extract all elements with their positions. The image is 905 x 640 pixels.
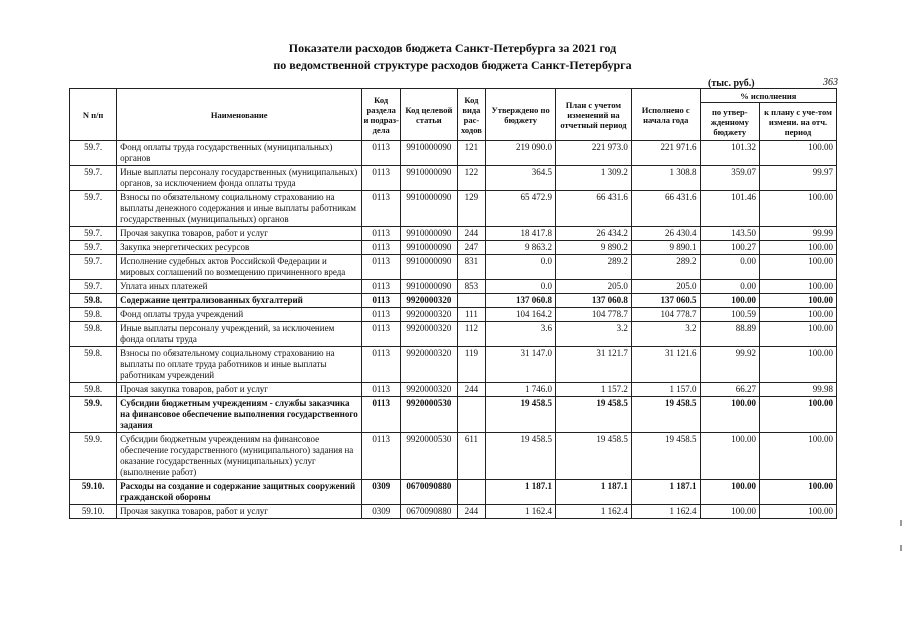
cell-type: 247	[457, 241, 486, 255]
cell-approved: 364.5	[486, 166, 556, 191]
cell-type	[457, 397, 486, 433]
cell-type: 244	[457, 227, 486, 241]
cell-type: 853	[457, 280, 486, 294]
cell-pct-plan: 100.00	[760, 505, 837, 519]
col-header-section: Код раздела и подраз-дела	[362, 89, 401, 141]
cell-plan: 3.2	[555, 322, 631, 347]
cell-name: Фонд оплаты труда учреждений	[117, 308, 362, 322]
cell-type: 831	[457, 255, 486, 280]
cell-approved: 137 060.8	[486, 294, 556, 308]
cell-target: 9910000090	[401, 227, 457, 241]
scan-mark	[900, 520, 902, 526]
cell-executed: 104 778.7	[631, 308, 700, 322]
table-row	[70, 241, 837, 255]
table-row	[70, 505, 837, 519]
cell-target: 9920000320	[401, 347, 457, 383]
table-row	[70, 166, 837, 191]
cell-executed: 1 187.1	[631, 480, 700, 505]
cell-section: 0113	[362, 141, 401, 166]
table-row	[70, 347, 837, 383]
cell-plan: 9 890.2	[555, 241, 631, 255]
cell-plan: 1 309.2	[555, 166, 631, 191]
cell-plan: 205.0	[555, 280, 631, 294]
cell-type: 244	[457, 505, 486, 519]
table-row	[70, 308, 837, 322]
cell-target: 9910000090	[401, 141, 457, 166]
cell-pct-approved: 143.50	[700, 227, 759, 241]
cell-executed: 1 157.0	[631, 383, 700, 397]
cell-target: 9910000090	[401, 166, 457, 191]
cell-plan: 221 973.0	[555, 141, 631, 166]
cell-num: 59.7.	[70, 191, 117, 227]
cell-executed: 9 890.1	[631, 241, 700, 255]
table-row	[70, 322, 837, 347]
cell-approved: 1 162.4	[486, 505, 556, 519]
table-row	[70, 191, 837, 227]
cell-pct-plan: 100.00	[760, 308, 837, 322]
cell-name: Иные выплаты персоналу учреждений, за исключением фонда оплаты труда	[117, 322, 362, 347]
cell-executed: 19 458.5	[631, 397, 700, 433]
col-header-pct-plan: к плану с уче-том измени. на отч. период	[760, 103, 837, 141]
cell-approved: 0.0	[486, 255, 556, 280]
cell-num: 59.7.	[70, 227, 117, 241]
cell-approved: 19 458.5	[486, 433, 556, 480]
cell-target: 9920000530	[401, 433, 457, 480]
cell-num: 59.7.	[70, 280, 117, 294]
cell-pct-approved: 88.89	[700, 322, 759, 347]
cell-pct-approved: 100.00	[700, 294, 759, 308]
cell-section: 0113	[362, 191, 401, 227]
cell-target: 0670090880	[401, 480, 457, 505]
cell-executed: 19 458.5	[631, 433, 700, 480]
cell-pct-plan: 100.00	[760, 141, 837, 166]
cell-approved: 0.0	[486, 280, 556, 294]
cell-pct-approved: 0.00	[700, 255, 759, 280]
cell-num: 59.7.	[70, 241, 117, 255]
cell-plan: 1 187.1	[555, 480, 631, 505]
cell-type: 244	[457, 383, 486, 397]
col-header-num: N п/п	[70, 89, 117, 141]
cell-pct-plan: 100.00	[760, 322, 837, 347]
cell-num: 59.10.	[70, 480, 117, 505]
cell-approved: 19 458.5	[486, 397, 556, 433]
cell-pct-approved: 100.00	[700, 397, 759, 433]
cell-name: Исполнение судебных актов Российской Федерации и мировых соглашений по возмещению причиненного вреда	[117, 255, 362, 280]
cell-pct-plan: 99.98	[760, 383, 837, 397]
cell-section: 0309	[362, 480, 401, 505]
cell-num: 59.8.	[70, 308, 117, 322]
cell-executed: 1 162.4	[631, 505, 700, 519]
cell-num: 59.7.	[70, 166, 117, 191]
cell-pct-plan: 100.00	[760, 397, 837, 433]
cell-section: 0113	[362, 227, 401, 241]
cell-type: 122	[457, 166, 486, 191]
cell-section: 0113	[362, 280, 401, 294]
cell-plan: 19 458.5	[555, 397, 631, 433]
cell-approved: 1 187.1	[486, 480, 556, 505]
cell-plan: 137 060.8	[555, 294, 631, 308]
cell-name: Прочая закупка товаров, работ и услуг	[117, 505, 362, 519]
table-row-total	[70, 480, 837, 505]
cell-pct-approved: 99.92	[700, 347, 759, 383]
cell-approved: 65 472.9	[486, 191, 556, 227]
cell-pct-approved: 101.46	[700, 191, 759, 227]
cell-name: Прочая закупка товаров, работ и услуг	[117, 227, 362, 241]
cell-target: 9910000090	[401, 241, 457, 255]
cell-type: 111	[457, 308, 486, 322]
cell-plan: 26 434.2	[555, 227, 631, 241]
cell-executed: 221 971.6	[631, 141, 700, 166]
cell-pct-plan: 100.00	[760, 294, 837, 308]
cell-num: 59.8.	[70, 322, 117, 347]
cell-target: 0670090880	[401, 505, 457, 519]
cell-target: 9920000320	[401, 308, 457, 322]
cell-num: 59.9.	[70, 433, 117, 480]
cell-name: Фонд оплаты труда государственных (муниципальных) органов	[117, 141, 362, 166]
cell-pct-plan: 100.00	[760, 241, 837, 255]
cell-section: 0113	[362, 241, 401, 255]
cell-section: 0113	[362, 433, 401, 480]
cell-section: 0113	[362, 294, 401, 308]
table-row	[70, 383, 837, 397]
cell-section: 0309	[362, 505, 401, 519]
cell-type: 129	[457, 191, 486, 227]
cell-num: 59.7.	[70, 141, 117, 166]
cell-type: 121	[457, 141, 486, 166]
cell-target: 9910000090	[401, 191, 457, 227]
col-header-type: Код вида рас-ходов	[457, 89, 486, 141]
col-header-plan: План с учетом изменений на отчетный период	[555, 89, 631, 141]
cell-pct-plan: 100.00	[760, 347, 837, 383]
cell-target: 9920000320	[401, 383, 457, 397]
col-header-name: Наименование	[117, 89, 362, 141]
cell-name: Взносы по обязательному социальному страхованию на выплаты денежного содержания и иные выплаты работникам государственных (муниципальных) органов	[117, 191, 362, 227]
cell-approved: 3.6	[486, 322, 556, 347]
cell-section: 0113	[362, 166, 401, 191]
cell-name: Расходы на создание и содержание защитных сооружений гражданской обороны	[117, 480, 362, 505]
cell-num: 59.8.	[70, 383, 117, 397]
table-row	[70, 255, 837, 280]
cell-name: Субсидии бюджетным учреждениям - службы заказчика на финансовое обеспечение выполнения государственного задания	[117, 397, 362, 433]
cell-section: 0113	[362, 255, 401, 280]
cell-pct-approved: 100.59	[700, 308, 759, 322]
cell-section: 0113	[362, 347, 401, 383]
budget-table	[69, 88, 837, 519]
cell-name: Взносы по обязательному социальному страхованию на выплаты по оплате труда работников и иные выплаты работникам учреждений	[117, 347, 362, 383]
cell-target: 9910000090	[401, 280, 457, 294]
cell-target: 9920000320	[401, 322, 457, 347]
scan-mark	[900, 545, 902, 551]
report-subtitle: по ведомственной структуре расходов бюджета Санкт-Петербурга	[273, 58, 632, 72]
cell-approved: 219 090.0	[486, 141, 556, 166]
cell-plan: 1 157.2	[555, 383, 631, 397]
col-header-percent-group: % исполнения	[700, 89, 836, 103]
cell-approved: 18 417.8	[486, 227, 556, 241]
cell-pct-plan: 100.00	[760, 480, 837, 505]
cell-pct-approved: 100.00	[700, 505, 759, 519]
cell-num: 59.7.	[70, 255, 117, 280]
cell-pct-approved: 66.27	[700, 383, 759, 397]
cell-pct-plan: 100.00	[760, 191, 837, 227]
table-row	[70, 433, 837, 480]
table-row	[70, 141, 837, 166]
cell-section: 0113	[362, 397, 401, 433]
cell-approved: 31 147.0	[486, 347, 556, 383]
cell-name: Уплата иных платежей	[117, 280, 362, 294]
col-header-pct-approved: по утвер-жденному бюджету	[700, 103, 759, 141]
cell-plan: 66 431.6	[555, 191, 631, 227]
table-row	[70, 227, 837, 241]
cell-num: 59.9.	[70, 397, 117, 433]
col-header-approved: Утверждено по бюджету	[486, 89, 556, 141]
cell-num: 59.8.	[70, 347, 117, 383]
cell-plan: 1 162.4	[555, 505, 631, 519]
cell-approved: 9 863.2	[486, 241, 556, 255]
cell-pct-plan: 99.99	[760, 227, 837, 241]
cell-executed: 289.2	[631, 255, 700, 280]
cell-pct-approved: 100.27	[700, 241, 759, 255]
page-number: 363	[823, 77, 838, 88]
cell-section: 0113	[362, 383, 401, 397]
report-title: Показатели расходов бюджета Санкт-Петербурга за 2021 год	[288, 41, 617, 55]
cell-executed: 205.0	[631, 280, 700, 294]
cell-approved: 104 164.2	[486, 308, 556, 322]
col-header-target: Код целевой статьи	[401, 89, 457, 141]
cell-pct-plan: 99.97	[760, 166, 837, 191]
cell-section: 0113	[362, 308, 401, 322]
cell-target: 9910000090	[401, 255, 457, 280]
units-label: (тыс. руб.)	[708, 78, 755, 89]
cell-plan: 31 121.7	[555, 347, 631, 383]
cell-pct-plan: 100.00	[760, 280, 837, 294]
cell-plan: 289.2	[555, 255, 631, 280]
cell-pct-approved: 0.00	[700, 280, 759, 294]
table-row-total	[70, 294, 837, 308]
cell-pct-approved: 100.00	[700, 433, 759, 480]
cell-name: Содержание централизованных бухгалтерий	[117, 294, 362, 308]
cell-pct-approved: 101.32	[700, 141, 759, 166]
cell-executed: 66 431.6	[631, 191, 700, 227]
cell-type: 119	[457, 347, 486, 383]
table-row-total	[70, 397, 837, 433]
cell-executed: 1 308.8	[631, 166, 700, 191]
cell-name: Субсидии бюджетным учреждениям на финансовое обеспечение государственного (муниципального) задания на оказание государственных (муниципальных) услуг (выполнение работ)	[117, 433, 362, 480]
cell-executed: 3.2	[631, 322, 700, 347]
cell-name: Прочая закупка товаров, работ и услуг	[117, 383, 362, 397]
cell-name: Закупка энергетических ресурсов	[117, 241, 362, 255]
cell-type	[457, 294, 486, 308]
cell-plan: 104 778.7	[555, 308, 631, 322]
cell-pct-approved: 359.07	[700, 166, 759, 191]
cell-section: 0113	[362, 322, 401, 347]
table-row	[70, 280, 837, 294]
cell-approved: 1 746.0	[486, 383, 556, 397]
cell-target: 9920000530	[401, 397, 457, 433]
table-body	[70, 141, 837, 519]
cell-num: 59.10.	[70, 505, 117, 519]
cell-executed: 137 060.5	[631, 294, 700, 308]
cell-pct-plan: 100.00	[760, 433, 837, 480]
cell-type	[457, 480, 486, 505]
cell-pct-plan: 100.00	[760, 255, 837, 280]
cell-num: 59.8.	[70, 294, 117, 308]
cell-executed: 31 121.6	[631, 347, 700, 383]
cell-plan: 19 458.5	[555, 433, 631, 480]
cell-type: 611	[457, 433, 486, 480]
cell-name: Иные выплаты персоналу государственных (муниципальных) органов, за исключением фонда оплаты труда	[117, 166, 362, 191]
cell-executed: 26 430.4	[631, 227, 700, 241]
cell-type: 112	[457, 322, 486, 347]
cell-target: 9920000320	[401, 294, 457, 308]
cell-pct-approved: 100.00	[700, 480, 759, 505]
col-header-executed: Исполнено с начала года	[631, 89, 700, 141]
